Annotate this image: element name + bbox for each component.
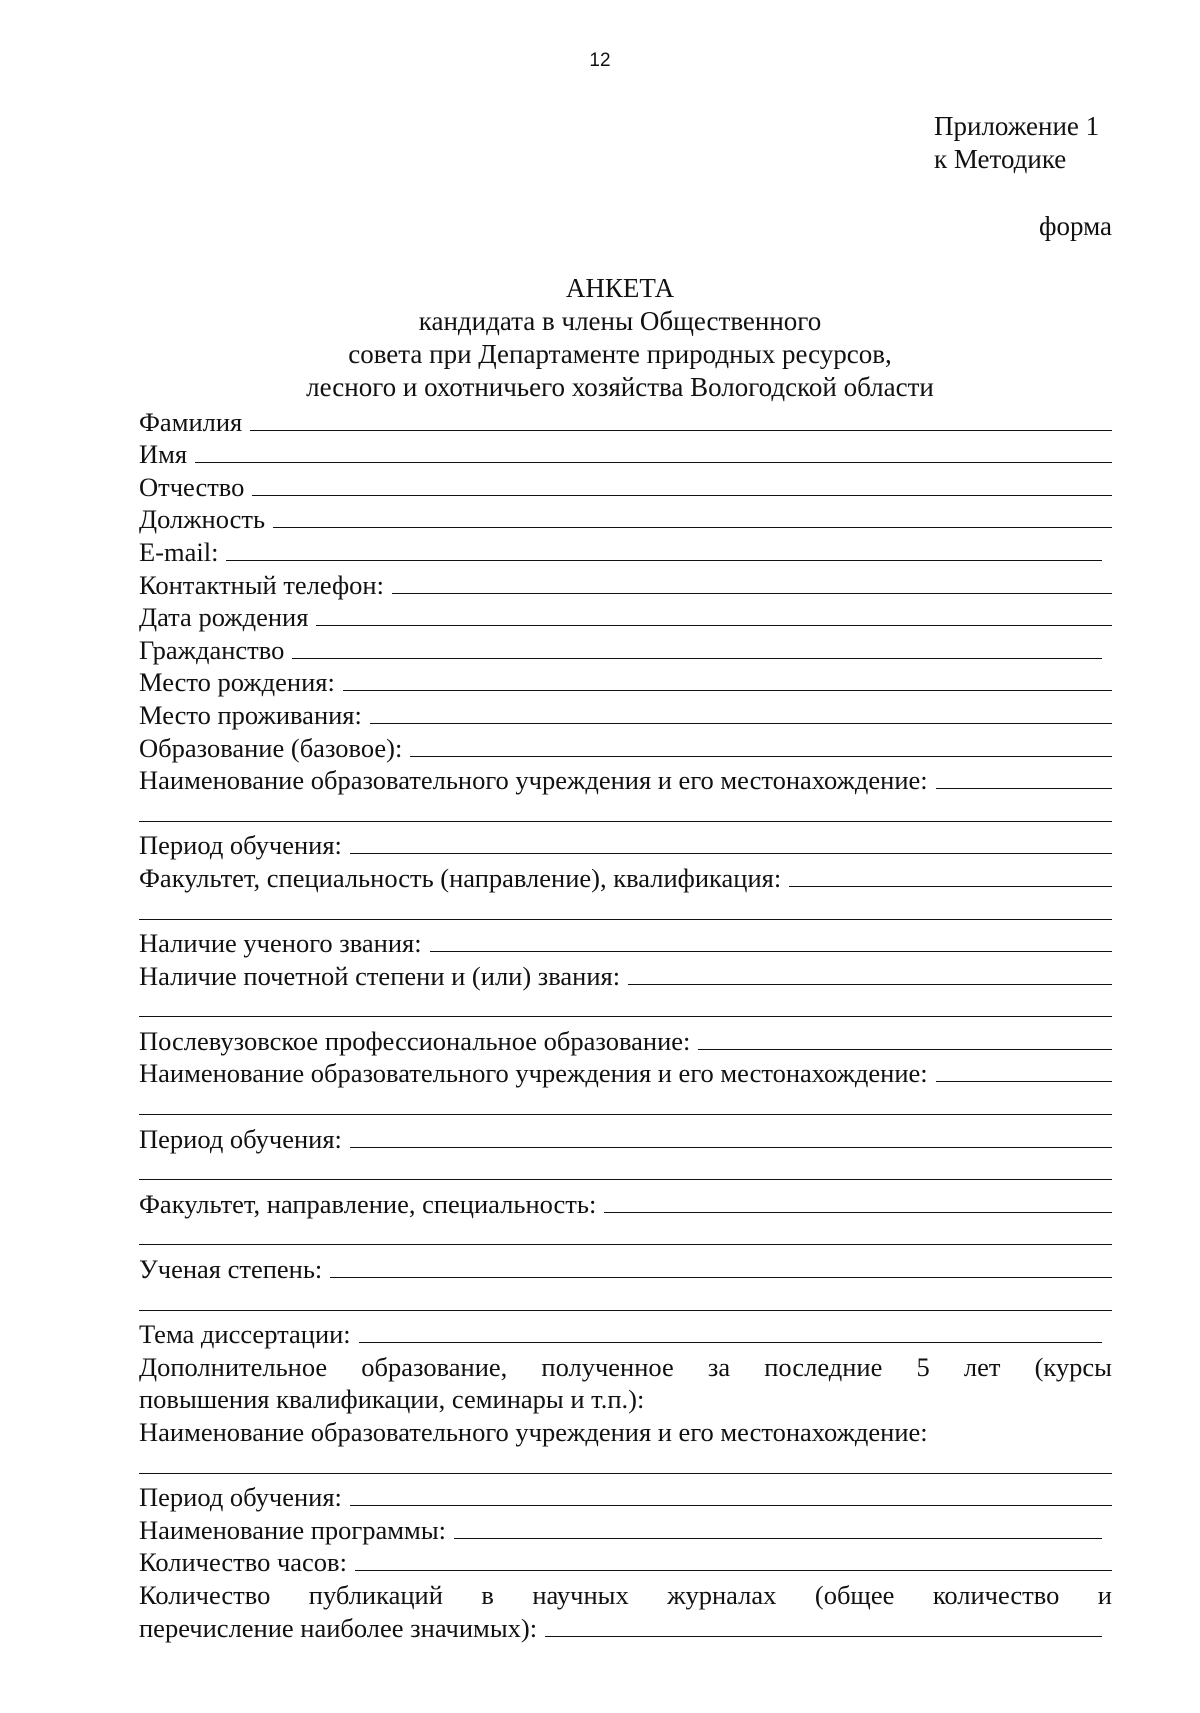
institution-2-continuation-row bbox=[139, 1088, 1112, 1121]
honorary-degree-continuation-field[interactable] bbox=[139, 1016, 1112, 1017]
institution-1-row bbox=[139, 763, 1112, 796]
patronymic-row bbox=[139, 469, 1112, 502]
study-period-3-field[interactable] bbox=[350, 1505, 1112, 1506]
citizenship-label: Гражданство bbox=[139, 634, 285, 665]
page-number: 12 bbox=[589, 50, 611, 71]
patronymic-label: Отчество bbox=[139, 471, 245, 502]
education-basic-label: Образование (базовое): bbox=[139, 732, 403, 763]
publications-row bbox=[139, 1577, 1112, 1610]
postgraduate-field[interactable] bbox=[698, 1049, 1112, 1050]
form-label: форма bbox=[1039, 211, 1112, 241]
academic-title-label: Наличие ученого звания: bbox=[139, 928, 422, 959]
name-row bbox=[139, 437, 1112, 470]
institution-2-row bbox=[139, 1056, 1112, 1089]
program-name-label: Наименование программы: bbox=[139, 1514, 446, 1545]
dissertation-field[interactable] bbox=[359, 1342, 1102, 1343]
publications-word-3: в bbox=[481, 1579, 494, 1610]
faculty-2-field[interactable] bbox=[604, 1212, 1112, 1213]
dissertation-row bbox=[139, 1317, 1112, 1350]
institution-1-continuation-row bbox=[139, 795, 1112, 828]
academic-title-field[interactable] bbox=[430, 951, 1112, 952]
hours-field[interactable] bbox=[355, 1570, 1112, 1571]
surname-field[interactable] bbox=[250, 430, 1112, 431]
study-period-3-label: Период обучения: bbox=[139, 1482, 342, 1513]
institution-3-field[interactable] bbox=[139, 1473, 1112, 1474]
email-field[interactable] bbox=[226, 560, 1102, 561]
publications-field[interactable] bbox=[545, 1636, 1102, 1637]
postgraduate-row bbox=[139, 1023, 1112, 1056]
program-name-field[interactable] bbox=[454, 1538, 1102, 1539]
publications-word-8: и bbox=[1097, 1579, 1112, 1610]
institution-2-label: Наименование образовательного учреждения и его местонахождение: bbox=[139, 1058, 928, 1089]
institution-1-continuation-field[interactable] bbox=[139, 821, 1112, 822]
faculty-2-continuation-field[interactable] bbox=[139, 1244, 1112, 1245]
honorary-degree-label: Наличие почетной степени и (или) звания: bbox=[139, 960, 621, 991]
faculty-2-row bbox=[139, 1186, 1112, 1219]
birth-place-field[interactable] bbox=[343, 690, 1112, 691]
faculty-1-label: Факультет, специальность (направление), квалификация: bbox=[139, 862, 782, 893]
publications-word-5: журналах bbox=[667, 1579, 777, 1610]
additional-education-row bbox=[139, 1349, 1112, 1382]
faculty-1-continuation-row bbox=[139, 893, 1112, 926]
publications-line-2-row bbox=[139, 1610, 1112, 1643]
residence-row bbox=[139, 697, 1112, 730]
birth-place-label: Место рождения: bbox=[139, 667, 335, 698]
academic-degree-field[interactable] bbox=[330, 1277, 1112, 1278]
additional-education-line-2-row bbox=[139, 1382, 1112, 1415]
study-period-2-label: Период обучения: bbox=[139, 1123, 342, 1154]
email-label: E-mail: bbox=[139, 536, 219, 567]
additional-education-word-4: за bbox=[707, 1351, 731, 1382]
study-period-1-row bbox=[139, 828, 1112, 861]
birth-place-row bbox=[139, 665, 1112, 698]
position-field[interactable] bbox=[273, 527, 1112, 528]
birth-date-row bbox=[139, 600, 1112, 633]
education-basic-field[interactable] bbox=[410, 756, 1112, 757]
birth-date-label: Дата рождения bbox=[139, 602, 309, 633]
faculty-1-row bbox=[139, 860, 1112, 893]
academic-degree-row bbox=[139, 1251, 1112, 1284]
additional-education-word-2: образование, bbox=[361, 1351, 508, 1382]
name-field[interactable] bbox=[195, 462, 1112, 463]
name-label: Имя bbox=[139, 439, 188, 470]
additional-education-word-5: последние bbox=[764, 1351, 883, 1382]
patronymic-field[interactable] bbox=[252, 495, 1112, 496]
study-period-2-continuation-row bbox=[139, 1154, 1112, 1187]
academic-degree-label: Ученая степень: bbox=[139, 1254, 323, 1285]
phone-label: Контактный телефон: bbox=[139, 569, 384, 600]
study-period-2-row bbox=[139, 1121, 1112, 1154]
publications-word-2: публикаций bbox=[308, 1579, 443, 1610]
additional-education-word-1: Дополнительное bbox=[139, 1351, 328, 1382]
email-row bbox=[139, 534, 1112, 567]
honorary-degree-field[interactable] bbox=[628, 984, 1112, 985]
publications-word-6: (общее bbox=[814, 1579, 895, 1610]
appendix-line-1: Приложение 1 bbox=[934, 111, 1100, 141]
additional-education-word-7: лет bbox=[963, 1351, 1001, 1382]
document-title bbox=[120, 272, 1120, 404]
publications-line-2-label: перечисление наиболее значимых): bbox=[139, 1612, 538, 1643]
institution-1-field[interactable] bbox=[936, 788, 1112, 789]
faculty-1-continuation-field[interactable] bbox=[139, 919, 1112, 920]
additional-education-label bbox=[139, 1352, 1112, 1382]
faculty-2-label: Факультет, направление, специальность: bbox=[139, 1188, 597, 1219]
dissertation-label: Тема диссертации: bbox=[139, 1319, 351, 1350]
education-basic-row bbox=[139, 730, 1112, 763]
questionnaire-fields bbox=[139, 404, 1112, 1643]
additional-education-line-2: повышения квалификации, семинары и т.п.): bbox=[139, 1384, 645, 1415]
publications-word-4: научных bbox=[532, 1579, 629, 1610]
title-line-4: лесного и охотничьего хозяйства Вологодской области bbox=[306, 372, 934, 402]
publications-word-7: количество bbox=[932, 1579, 1060, 1610]
title-line-1: АНКЕТА bbox=[565, 273, 675, 303]
program-name-row bbox=[139, 1512, 1112, 1545]
institution-3-label: Наименование образовательного учреждения и его местонахождение: bbox=[139, 1417, 928, 1447]
surname-label: Фамилия bbox=[139, 406, 243, 437]
honorary-degree-row bbox=[139, 958, 1112, 991]
study-period-2-continuation-field[interactable] bbox=[139, 1179, 1112, 1180]
surname-row bbox=[139, 404, 1112, 437]
honorary-degree-continuation-row bbox=[139, 991, 1112, 1024]
study-period-1-field[interactable] bbox=[350, 853, 1112, 854]
birth-date-field[interactable] bbox=[316, 625, 1112, 626]
institution-2-field[interactable] bbox=[936, 1081, 1112, 1082]
hours-row bbox=[139, 1545, 1112, 1578]
hours-label: Количество часов: bbox=[139, 1547, 347, 1578]
position-label: Должность bbox=[139, 504, 266, 535]
academic-degree-continuation-row bbox=[139, 1284, 1112, 1317]
appendix-line-2: к Методике bbox=[934, 144, 1067, 174]
title-line-2: кандидата в члены Общественного bbox=[418, 306, 822, 336]
academic-title-row bbox=[139, 926, 1112, 959]
institution-3-row bbox=[139, 1414, 1112, 1447]
additional-education-word-8: (курсы bbox=[1034, 1351, 1112, 1382]
study-period-3-row bbox=[139, 1480, 1112, 1513]
phone-row bbox=[139, 567, 1112, 600]
publications-label bbox=[139, 1580, 1112, 1610]
citizenship-field[interactable] bbox=[292, 658, 1102, 659]
institution-3-continuation-row bbox=[139, 1447, 1112, 1480]
institution-1-label: Наименование образовательного учреждения и его местонахождение: bbox=[139, 765, 928, 796]
appendix-note bbox=[934, 110, 1099, 176]
institution-2-continuation-field[interactable] bbox=[139, 1114, 1112, 1115]
position-row bbox=[139, 502, 1112, 535]
faculty-1-field[interactable] bbox=[789, 886, 1112, 887]
title-line-3: совета при Департаменте природных ресурсов, bbox=[348, 339, 892, 369]
academic-degree-continuation-field[interactable] bbox=[139, 1310, 1112, 1311]
phone-field[interactable] bbox=[392, 593, 1112, 594]
citizenship-row bbox=[139, 632, 1112, 665]
additional-education-word-6: 5 bbox=[916, 1351, 930, 1382]
additional-education-word-3: полученное bbox=[541, 1351, 674, 1382]
residence-label: Место проживания: bbox=[139, 699, 362, 730]
study-period-1-label: Период обучения: bbox=[139, 830, 342, 861]
postgraduate-label: Послевузовское профессиональное образование: bbox=[139, 1025, 691, 1056]
residence-field[interactable] bbox=[370, 723, 1112, 724]
study-period-2-field[interactable] bbox=[350, 1147, 1112, 1148]
faculty-2-continuation-row bbox=[139, 1219, 1112, 1252]
publications-word-1: Количество bbox=[139, 1579, 271, 1610]
